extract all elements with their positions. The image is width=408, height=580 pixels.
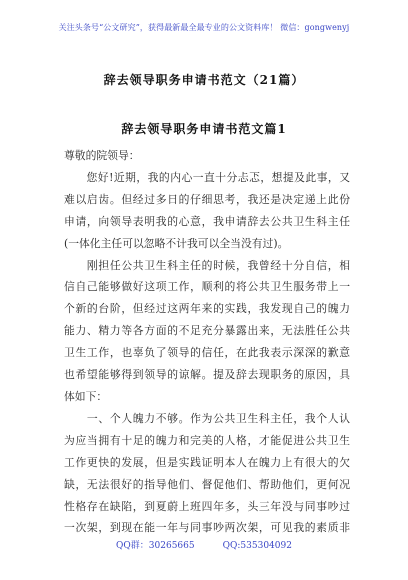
letter-body (64, 145, 350, 539)
body-line: 也希望能够得到领导的谅解。提及辞去现职务的原因，具 (64, 368, 350, 382)
body-line: 申请，向领导表明我的心意，我申请辞去公共卫生科主任 (64, 214, 350, 228)
body-line: 工作更快的发展，但是实践证明本人在魄力上有很大的欠 (64, 455, 350, 469)
qq-group-text: QQ群：30265665 (116, 541, 195, 551)
body-line: 一次架，到现在能一年与同事吵两次架，可见我的素质非 (64, 521, 350, 535)
body-line: 为应当拥有十足的魄力和完美的人格，才能促进公共卫生 (64, 433, 350, 447)
body-line: 体如下： (64, 389, 108, 403)
body-line: 能力、精力等各方面的不足充分暴露出来，无法胜任公共 (64, 324, 350, 338)
footer-contact (0, 538, 408, 551)
body-line: 刚担任公共卫生科主任的时候，我曾经十分自信，相 (64, 258, 350, 272)
body-line: 信自己能够做好这项工作，顺利的将公共卫生服务带上一 (64, 280, 350, 294)
section-title: 辞去领导职务申请书范文篇1 (121, 122, 287, 136)
salutation-line: 尊敬的院领导： (64, 149, 140, 162)
body-line: 您好!近期，我的内心一直十分忐忑，想提及此事，又 (64, 170, 350, 184)
header-banner: 关注头条号“公文研究”，获得最新最全最专业的公文资料库！ 微信：gongwenyj (58, 23, 350, 32)
body-line: 卫生工作，也辜负了领导的信任，在此我表示深深的歉意 (64, 346, 350, 360)
body-line: 性格存在缺陷，到夏蔚上班四年多，头三年没与同事吵过 (64, 499, 350, 513)
body-line: 缺，无法很好的指导他们、督促他们、帮助他们，更何况 (64, 477, 350, 491)
document-title: 辞去领导职务申请书范文（21篇） (103, 73, 305, 87)
qq-text: QQ:535304092 (222, 541, 292, 551)
body-line: 个新的台阶，但经过这两年来的实践，我发现自己的魄力 (64, 302, 350, 316)
body-line: 一、个人魄力不够。作为公共卫生科主任，我个人认 (64, 411, 350, 425)
body-line: 难以启齿。但经过多日的仔细思考，我还是决定递上此份 (64, 192, 350, 206)
body-line: (一体化主任可以忽略不计我可以全当没有过)。 (64, 236, 289, 250)
